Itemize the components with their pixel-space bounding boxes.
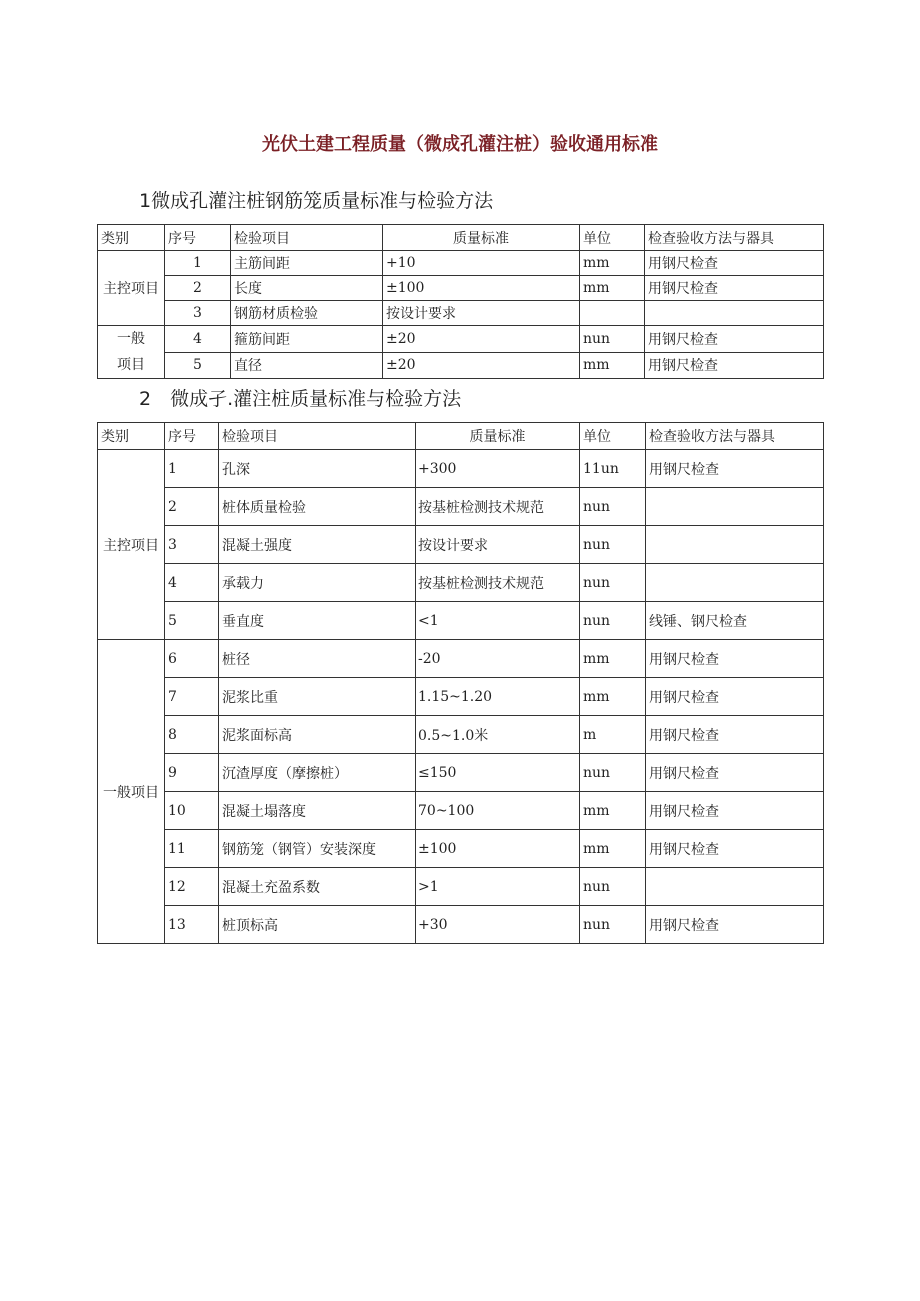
row-item: 沉渣厚度（摩擦桩） [219,754,416,792]
row-standard: -20 [416,640,580,678]
header-item: 检验项目 [219,423,416,450]
row-unit: mm [580,830,646,868]
row-method: 用钢尺检查 [646,450,824,488]
row-item: 泥浆比重 [219,678,416,716]
row-item: 钢筋笼（钢管）安装深度 [219,830,416,868]
row-method [646,488,824,526]
row-unit: nun [580,754,646,792]
row-item: 垂直度 [219,602,416,640]
row-item: 桩径 [219,640,416,678]
row-item: 桩体质量检验 [219,488,416,526]
row-standard: ≤150 [416,754,580,792]
row-standard: +30 [416,906,580,944]
table-row [98,526,824,564]
header-unit: 单位 [580,423,646,450]
row-standard: ±20 [383,352,580,379]
row-method: 用钢尺检查 [646,716,824,754]
table-row [98,792,824,830]
row-no: 10 [165,792,219,830]
row-method: 用钢尺检查 [645,326,824,353]
row-method: 用钢尺检查 [646,678,824,716]
row-no: 7 [165,678,219,716]
row-standard: +10 [383,251,580,276]
category-cell: 主控项目 [98,251,165,326]
row-no: 3 [165,526,219,564]
row-standard: 70~100 [416,792,580,830]
category-line: 项目 [117,357,145,373]
table-row [98,564,824,602]
row-no: 4 [165,326,231,353]
row-unit: mm [580,678,646,716]
row-no: 6 [165,640,219,678]
table-row [98,716,824,754]
row-method: 用钢尺检查 [645,352,824,379]
header-method: 检查验收方法与器具 [646,423,824,450]
row-standard: 按基桩检测技术规范 [416,488,580,526]
row-no: 2 [165,488,219,526]
row-no: 4 [165,564,219,602]
table-row [98,326,824,353]
row-method: 用钢尺检查 [645,276,824,301]
row-standard: 1.15~1.20 [416,678,580,716]
row-standard: 0.5~1.0米 [416,716,580,754]
row-unit: 11un [580,450,646,488]
row-item: 箍筋间距 [231,326,383,353]
category-cell: 一般项目 [98,640,165,944]
row-item: 承载力 [219,564,416,602]
category-line: 一般 [117,331,145,347]
row-no: 11 [165,830,219,868]
row-item: 钢筋材质检验 [231,301,383,326]
row-item: 混凝土强度 [219,526,416,564]
row-no: 9 [165,754,219,792]
category-cell [98,326,165,379]
row-standard: 按设计要求 [383,301,580,326]
row-unit: nun [580,868,646,906]
table-row [98,251,824,276]
document-title: 光伏土建工程质量（微成孔灌注桩）验收通用标准 [262,134,658,155]
row-no: 3 [165,301,231,326]
section-1-heading: 1微成孔灌注桩钢筋笼质量标准与检验方法 [139,190,494,212]
header-no: 序号 [165,225,231,251]
row-method [646,868,824,906]
row-unit: nun [580,488,646,526]
row-standard: +300 [416,450,580,488]
row-item: 长度 [231,276,383,301]
row-method: 线锤、钢尺检查 [646,602,824,640]
row-no: 1 [165,251,231,276]
header-category: 类别 [98,225,165,251]
table-row [98,830,824,868]
row-standard: <1 [416,602,580,640]
header-item: 检验项目 [231,225,383,251]
table-row [98,276,824,301]
table-row [98,450,824,488]
row-unit: mm [580,276,645,301]
table-row [98,754,824,792]
row-method [646,564,824,602]
row-unit: mm [580,251,645,276]
row-standard: ±100 [416,830,580,868]
table-row [98,906,824,944]
row-standard: >1 [416,868,580,906]
table-row [98,640,824,678]
row-standard: ±20 [383,326,580,353]
header-unit: 单位 [580,225,645,251]
row-unit: nun [580,526,646,564]
row-no: 2 [165,276,231,301]
row-unit: nun [580,564,646,602]
table-header-row [98,225,824,251]
header-method: 检查验收方法与器具 [645,225,824,251]
row-method: 用钢尺检查 [645,251,824,276]
row-unit: nun [580,602,646,640]
row-unit: mm [580,792,646,830]
category-cell: 主控项目 [98,450,165,640]
row-no: 1 [165,450,219,488]
steel-cage-quality-table [97,224,824,379]
row-unit: mm [580,640,646,678]
row-item: 孔深 [219,450,416,488]
table-row [98,678,824,716]
row-no: 8 [165,716,219,754]
row-method [645,301,824,326]
pile-quality-table [97,422,824,944]
section-2-heading: 2 微成孑.灌注桩质量标准与检验方法 [139,388,462,410]
row-no: 5 [165,352,231,379]
row-item: 混凝土充盈系数 [219,868,416,906]
row-item: 混凝土塌落度 [219,792,416,830]
row-no: 5 [165,602,219,640]
row-unit: mm [580,352,645,379]
row-no: 13 [165,906,219,944]
row-standard: 按设计要求 [416,526,580,564]
row-unit: nun [580,906,646,944]
row-method: 用钢尺检查 [646,792,824,830]
row-item: 直径 [231,352,383,379]
row-item: 泥浆面标高 [219,716,416,754]
row-method [646,526,824,564]
table-row [98,868,824,906]
row-method: 用钢尺检查 [646,754,824,792]
row-standard: 按基桩检测技术规范 [416,564,580,602]
row-item: 主筋间距 [231,251,383,276]
header-standard: 质量标准 [416,423,580,450]
row-unit: m [580,716,646,754]
row-unit: nun [580,326,645,353]
row-standard: ±100 [383,276,580,301]
header-no: 序号 [165,423,219,450]
table-row [98,352,824,379]
row-method: 用钢尺检查 [646,830,824,868]
row-item: 桩顶标高 [219,906,416,944]
row-method: 用钢尺检查 [646,906,824,944]
header-standard: 质量标准 [383,225,580,251]
table-row [98,488,824,526]
table-header-row [98,423,824,450]
table-row [98,301,824,326]
table-row [98,602,824,640]
row-unit [580,301,645,326]
row-method: 用钢尺检查 [646,640,824,678]
header-category: 类别 [98,423,165,450]
row-no: 12 [165,868,219,906]
